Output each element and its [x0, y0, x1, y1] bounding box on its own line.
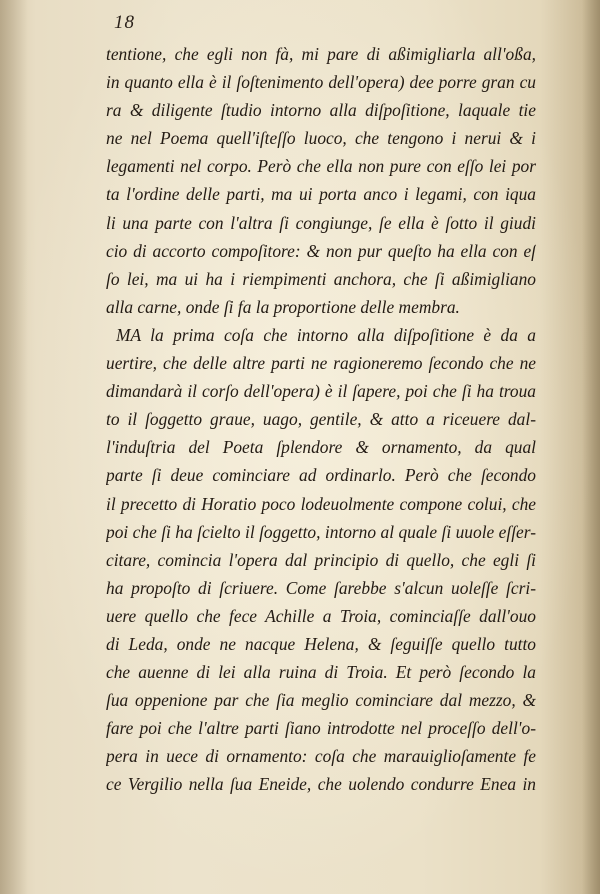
text-line: ſua oppenione par che ſia meglio cominciare dal mezzo, & [106, 690, 536, 711]
text-line: poi che ſi ha ſcielto il ſoggetto, intorno al quale ſi uuole eſſer- [106, 521, 536, 542]
text-line: il precetto di Horatio poco lodeuolmente compone colui, che [106, 493, 536, 514]
text-line: to il ſoggetto graue, uago, gentile, & atto a riceuere dal- [106, 409, 536, 430]
text-line: legamenti nel corpo. Però che ella non pure con eſſo lei por [106, 156, 536, 177]
text-line: dimandarà il corſo dell'opera) è il ſapere, poi che ſi ha troua [106, 381, 536, 402]
text-line: ra & diligente ſtudio intorno alla diſpoſitione, laquale tie [106, 100, 536, 121]
paragraph-start-line: MA la prima coſa che intorno alla diſpoſitione è da a [116, 324, 536, 345]
text-line: alla carne, onde ſi fa la proportione delle membra. [106, 296, 460, 317]
text-line: uertire, che delle altre parti ne ragioneremo ſecondo che ne [106, 353, 536, 374]
text-line: ta l'ordine delle parti, ma ui porta anco i legami, con iqua [106, 184, 536, 205]
text-line: cio di accorto compoſitore: & non pur queſto ha ella con eſ [106, 240, 536, 261]
text-line: ha propoſto di ſcriuere. Come ſarebbe s'alcun uoleſſe ſcri- [106, 577, 536, 598]
text-line: ce Vergilio nella ſua Eneide, che uolendo condurre Enea in [106, 774, 536, 795]
page-number: 18 [114, 12, 135, 33]
text-line: li una parte con l'altra ſi congiunge, ſe ella è ſotto il giudi [106, 212, 536, 233]
text-line: parte ſi deue cominciare ad ordinarlo. Però che ſecondo [106, 465, 536, 486]
text-line: che auenne di lei alla ruina di Troia. Et però ſecondo la [106, 662, 536, 683]
text-line: ſo lei, ma ui ha i riempimenti anchora, che ſi aßimigliano [106, 268, 536, 289]
text-line: citare, comincia l'opera dal principio di quello, che egli ſi [106, 549, 536, 570]
text-line: uere quello che fece Achille a Troia, cominciaſſe dall'ouo [106, 605, 536, 626]
text-line: ne nel Poema quell'iſteſſo luoco, che tengono i nerui & i [106, 128, 536, 149]
text-line: di Leda, onde ne nacque Helena, & ſeguiſſe quello tutto [106, 633, 536, 654]
text-line: pera in uece di ornamento: coſa che marauiglioſamente fe [106, 746, 536, 767]
text-line: tentione, che egli non fà, mi pare di aßimigliarla all'oßa, [106, 44, 536, 64]
text-line: l'induſtria del Poeta ſplendore & ornamento, da qual [106, 437, 536, 458]
text-line: in quanto ella è il ſoſtenimento dell'opera) dee porre gran cu [106, 72, 536, 93]
text-line: fare poi che l'altre parti ſiano introdotte nel proceſſo dell'o- [106, 718, 536, 739]
body-text [106, 40, 536, 799]
